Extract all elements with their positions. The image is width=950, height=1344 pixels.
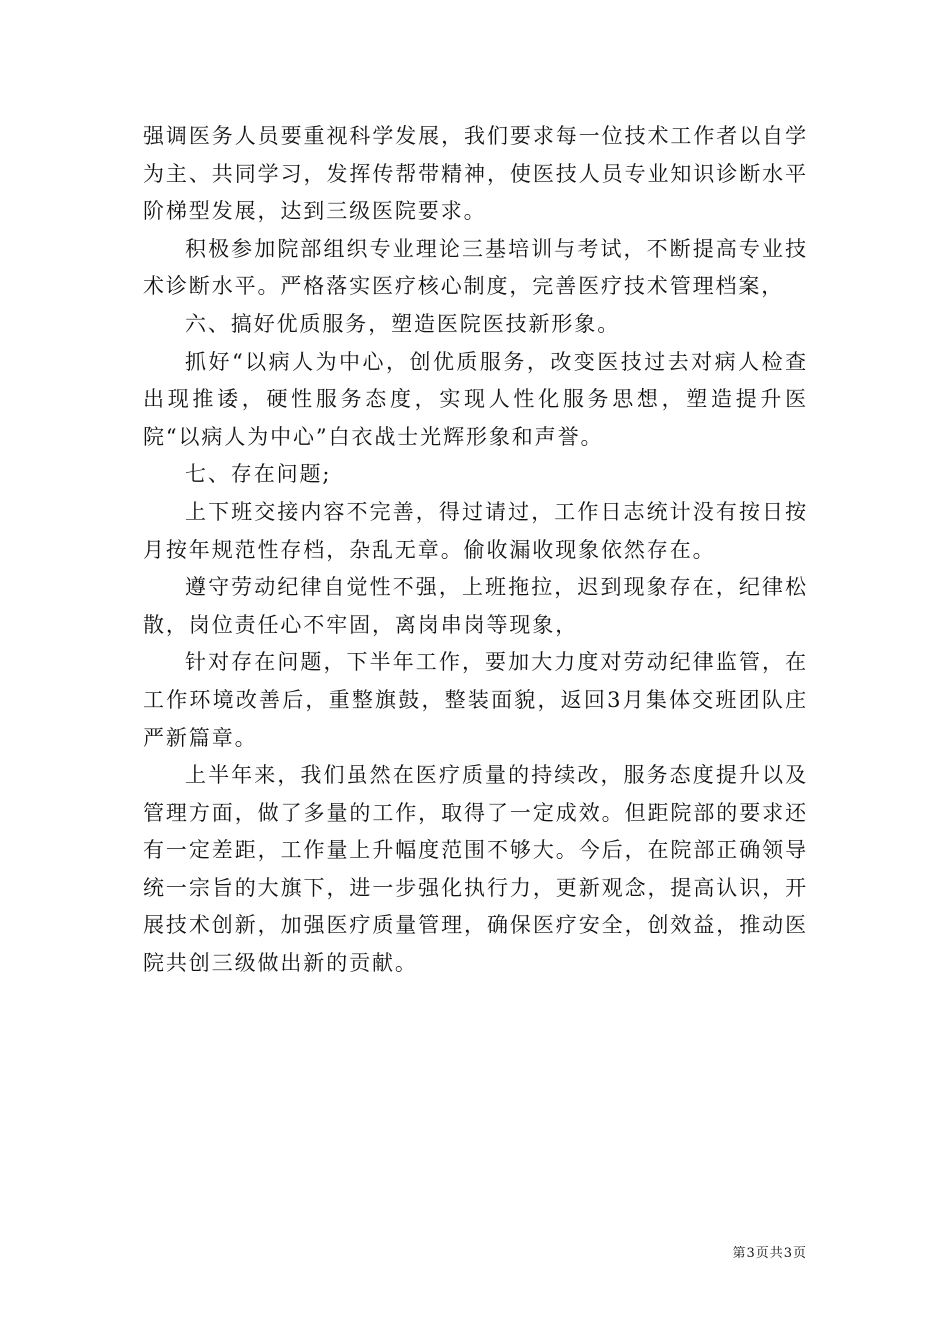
paragraph-summary: 上半年来，我们虽然在医疗质量的持续改，服务态度提升以及管理方面，做了多量的工作，取得了一定成效。但距院部的要求还有一定差距，工作量上升幅度范围不够大。今后，在院部正确领导统一宗旨的大旗下，进一步强化执行力，更新观念，提高认识，开展技术创新，加强医疗质量管理，确保医疗安全，创效益，推动医院共创三级做出新的贡献。 <box>143 763 808 976</box>
document-body <box>143 118 808 983</box>
section-heading-seven: 七、存在问题; <box>185 462 332 487</box>
paragraph-training: 积极参加院部组织专业理论三基培训与考试，不断提高专业技术诊断水平。严格落实医疗核心制度，完善医疗技术管理档案， <box>143 236 808 299</box>
paragraph-service: 抓好“以病人为中心，创优质服务，改变医技过去对病人检查出现推诿，硬性服务态度，实现人性化服务思想，塑造提升医院“以病人为中心”白衣战士光辉形象和声誉。 <box>143 349 808 449</box>
paragraph-discipline: 遵守劳动纪律自觉性不强，上班拖拉，迟到现象存在，纪律松散，岗位责任心不牢固，离岗串岗等现象， <box>143 575 808 637</box>
paragraph-handover: 上下班交接内容不完善，得过请过，工作日志统计没有按日按月按年规范性存档，杂乱无章。偷收漏收现象依然存在。 <box>143 499 808 562</box>
section-heading-six: 六、搞好优质服务，塑造医院医技新形象。 <box>185 311 621 336</box>
page-number-footer: 第3页共3页 <box>732 1246 807 1261</box>
paragraph-continuation: 强调医务人员要重视科学发展，我们要求每一位技术工作者以自学为主、共同学习，发挥传帮带精神，使医技人员专业知识诊断水平阶梯型发展，达到三级医院要求。 <box>143 124 808 224</box>
paragraph-plan: 针对存在问题，下半年工作，要加大力度对劳动纪律监管，在工作环境改善后，重整旗鼓，整装面貌，返回3月集体交班团队庄严新篇章。 <box>143 650 808 750</box>
